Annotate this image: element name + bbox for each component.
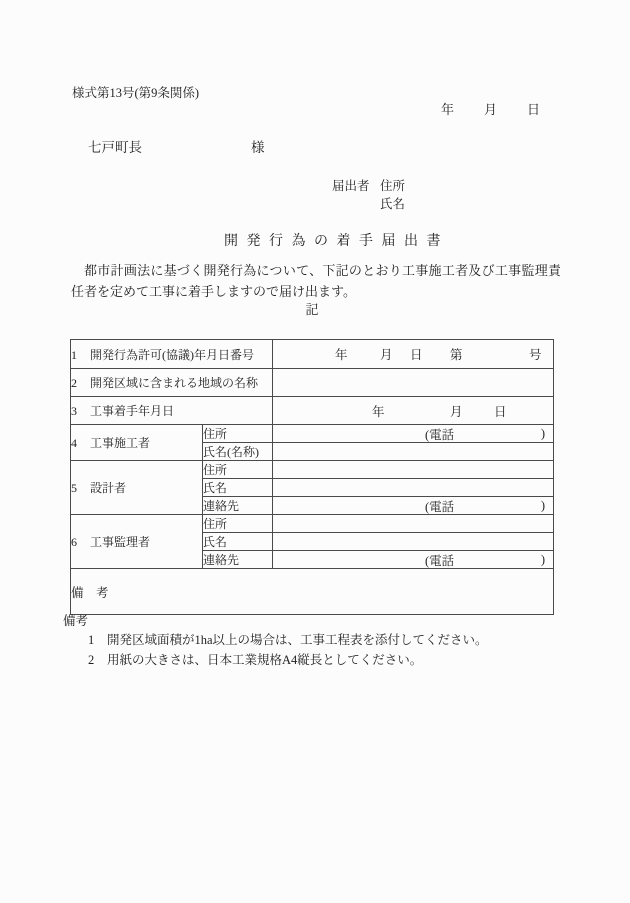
date-year-label: 年 [440,102,454,117]
date-month-label: 月 [483,102,497,117]
row4-address-sublabel: 住所 [203,425,273,443]
table-row [71,569,554,615]
row5-label: 設計者 [90,481,127,495]
row5-label-cell [71,461,203,515]
row6-phone-open: (電話 [425,553,455,568]
row4-name-sublabel: 氏名(名称) [203,443,273,461]
row4-label-cell [71,425,203,461]
row4-phone-open: (電話 [425,427,455,442]
row1-month-label: 月 [380,348,393,362]
ki-marker: 記 [305,302,319,317]
note2-number: 2 [88,653,95,667]
row4-label: 工事施工者 [90,436,151,450]
note-item [88,650,422,668]
notifier-address-label: 住所 [380,179,406,193]
table-row [71,461,554,479]
row3-year-label: 年 [372,404,385,419]
application-table [70,339,554,615]
row4-number: 4 [71,436,77,450]
form-number: 様式第13号(第9条関係) [72,86,200,100]
row6-name-sublabel: 氏名 [203,533,273,551]
row1-label: 開発行為許可(協議)年月日番号 [90,347,254,362]
notes-heading: 備考 [63,614,89,628]
note1-number: 1 [88,633,95,647]
notifier-label: 届出者 [332,179,370,193]
row1-year-label: 年 [335,348,348,362]
row3-label-cell [71,397,273,425]
row6-contact-sublabel: 連絡先 [203,551,273,569]
remarks-cell: 備 考 [71,569,554,615]
row5-name-sublabel: 氏名 [203,479,273,497]
row3-day-label: 日 [494,404,507,419]
row5-phone-close: ) [540,498,545,512]
addressee-name: 七戸町長 [88,140,142,155]
row6-address-value-cell [273,515,554,533]
row3-month-label: 月 [450,404,463,419]
row1-number-suffix: 号 [529,348,542,362]
row1-day-label: 日 [410,348,423,362]
note1-text: 開発区域面積が1ha以上の場合は、工事工程表を添付してください。 [107,633,488,647]
row4-address-value-cell [273,425,554,443]
row6-address-sublabel: 住所 [203,515,273,533]
row5-name-value-cell [273,479,554,497]
row5-contact-value-cell [273,497,554,515]
row2-value-cell [273,369,554,397]
row2-label-cell [71,369,273,397]
note-item [88,630,488,648]
table-row [71,397,554,425]
table-row [71,340,554,369]
row6-number: 6 [71,535,77,549]
table-row [71,369,554,397]
row5-address-value-cell [273,461,554,479]
row6-label: 工事監理者 [90,535,151,549]
row6-phone-close: ) [540,552,545,566]
row3-label: 工事着手年月日 [90,404,175,418]
body-paragraph: 都市計画法に基づく開発行為について、下記のとおり工事施工者及び工事監理責任者を定めて工事に着手しますので届け出ます。 [71,263,561,299]
header-date-line [0,99,540,118]
date-day-label: 日 [526,102,540,117]
row6-label-cell [71,515,203,569]
document-title: 開発行為の着手届出書 [224,234,449,249]
row5-phone-open: (電話 [425,499,455,514]
row4-phone-close: ) [540,426,545,440]
row6-contact-value-cell [273,551,554,569]
row3-value-cell [273,397,554,425]
note2-text: 用紙の大きさは、日本工業規格A4縦長としてください。 [107,653,423,667]
row1-label-cell [71,340,273,369]
row1-value-cell [273,340,554,369]
row4-name-value-cell [273,443,554,461]
row5-number: 5 [71,481,77,495]
row1-number-prefix: 第 [450,348,463,362]
notifier-name-label: 氏名 [380,197,406,211]
addressee-honorific: 様 [251,140,265,155]
row2-number: 2 [71,376,77,390]
row5-contact-sublabel: 連絡先 [203,497,273,515]
row2-label: 開発区域に含まれる地域の名称 [90,376,259,390]
row3-number: 3 [71,404,77,418]
row5-address-sublabel: 住所 [203,461,273,479]
table-row [71,425,554,443]
row1-number: 1 [71,347,77,362]
table-row [71,515,554,533]
row6-name-value-cell [273,533,554,551]
